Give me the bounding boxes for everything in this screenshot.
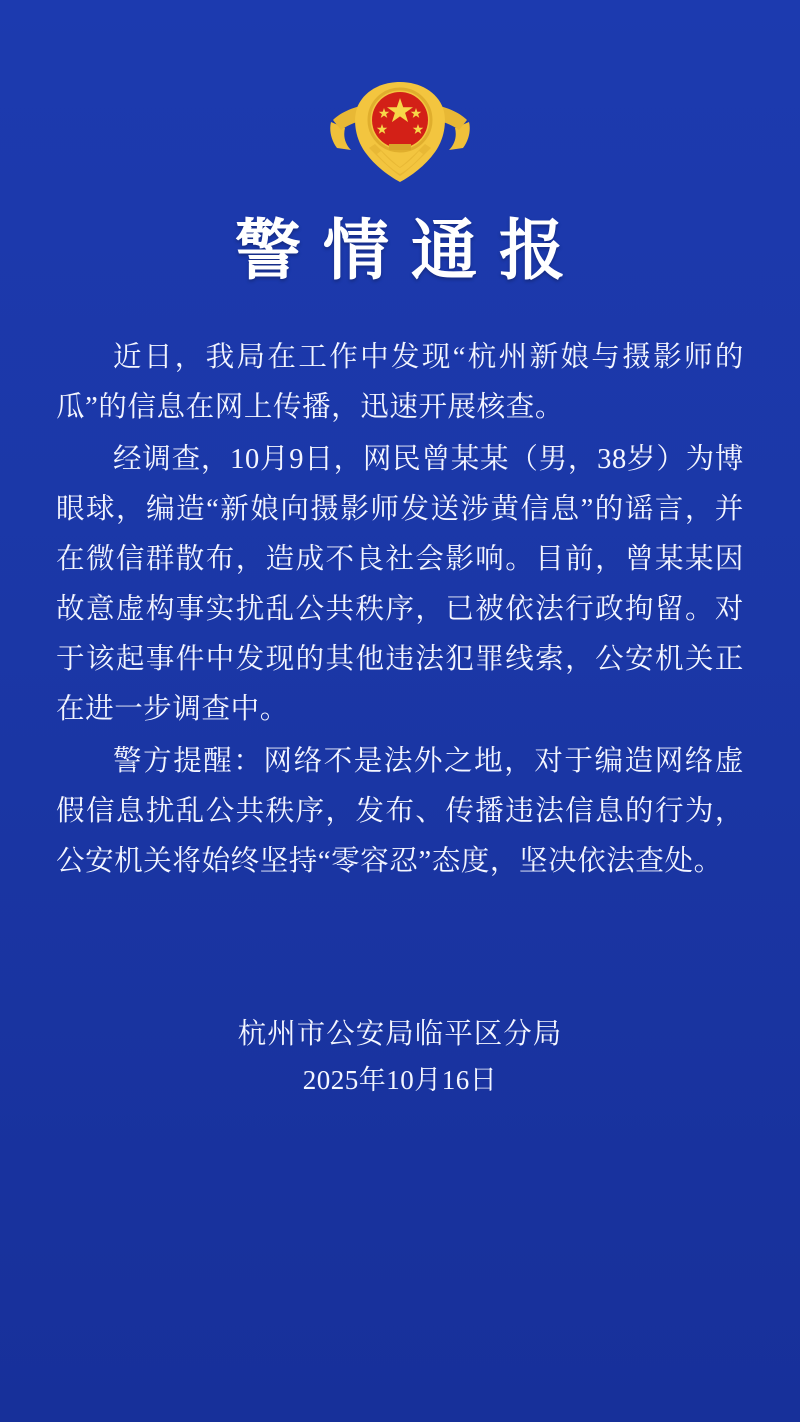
paragraph-2: 经调查，10月9日，网民曾某某（男，38岁）为博眼球，编造“新娘向摄影师发送涉黄信息”的谣言，并在微信群散布，造成不良社会影响。目前，曾某某因故意虚构事实扰乱公共秩序，已被依法行政拘留。对于该起事件中发现的其他违法犯罪线索，公安机关正在进一步调查中。 xyxy=(56,443,744,725)
issuing-organization: 杭州市公安局临平区分局 xyxy=(237,1019,563,1050)
page-title: 警情通报 xyxy=(235,215,587,288)
paragraph-3: 警方提醒：网络不是法外之地，对于编造网络虚假信息扰乱公共秩序，发布、传播违法信息的行为，公安机关将始终坚持“零容忍”态度，坚决依法查处。 xyxy=(56,745,744,877)
notice-body xyxy=(52,333,748,887)
emblem-container xyxy=(52,0,748,190)
signature-block xyxy=(0,1012,800,1102)
paragraph-1: 近日，我局在工作中发现“杭州新娘与摄影师的瓜”的信息在网上传播，迅速开展核查。 xyxy=(56,341,744,423)
issue-date: 2025年10月16日 xyxy=(302,1065,498,1095)
china-police-emblem-icon xyxy=(325,62,475,190)
